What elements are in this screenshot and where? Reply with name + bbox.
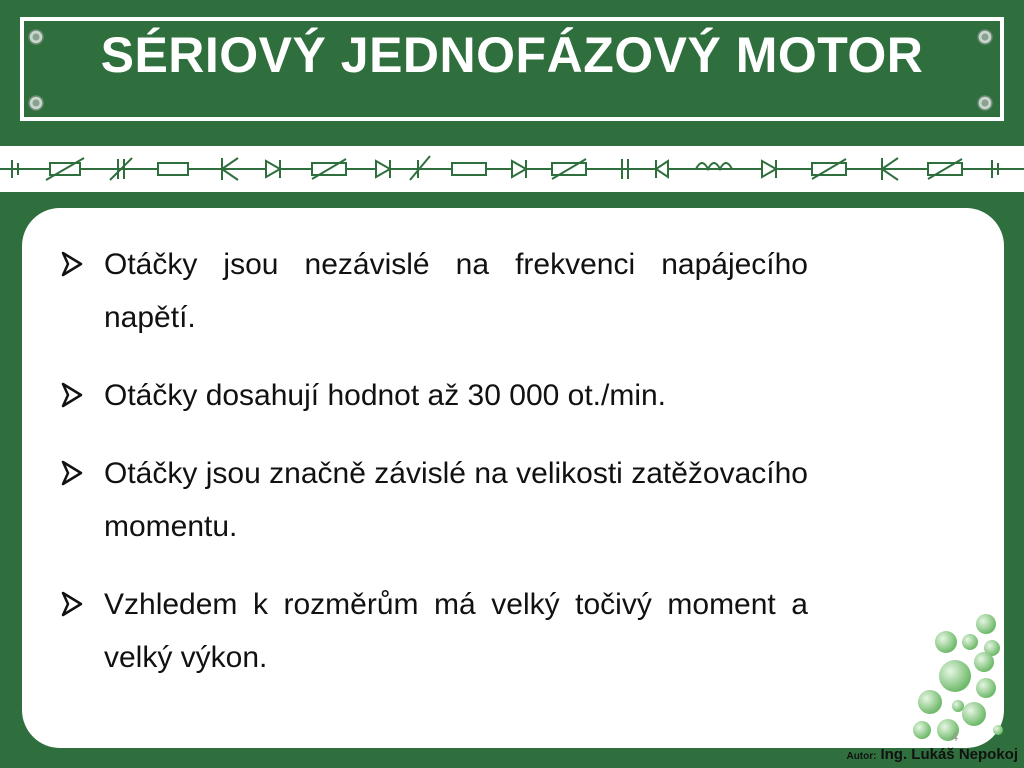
page-number: 4: [951, 729, 959, 744]
rivet-icon: [977, 95, 993, 111]
circuit-symbols-strip: [0, 146, 1024, 192]
bullet-text: Otáčky jsou značně závislé na velikosti zatěžovacího momentu.: [104, 457, 808, 543]
arrow-bullet-icon: [60, 251, 84, 277]
bullet-list: [60, 238, 808, 709]
rivet-icon: [977, 29, 993, 45]
rivet-icon: [28, 29, 44, 45]
bullet-item: [60, 238, 808, 344]
bullet-item: [60, 578, 808, 684]
author-label: Autor:: [846, 751, 877, 762]
bullet-text: Otáčky dosahují hodnot až 30 000 ot./min.: [104, 379, 667, 412]
footer-author: [846, 746, 1018, 763]
arrow-bullet-icon: [60, 460, 84, 486]
rivet-icon: [28, 95, 44, 111]
slide-title: SÉRIOVÝ JEDNOFÁZOVÝ MOTOR: [100, 27, 924, 83]
bullet-item: [60, 369, 808, 422]
bullet-text: Vzhledem k rozměrům má velký točivý moment a velký výkon.: [104, 588, 808, 674]
arrow-bullet-icon: [60, 382, 84, 408]
bubbles-decoration: [900, 608, 1020, 748]
bullet-item: [60, 447, 808, 553]
arrow-bullet-icon: [60, 591, 84, 617]
author-name: Ing. Lukáš Nepokoj: [880, 746, 1018, 763]
bullet-text: Otáčky jsou nezávislé na frekvenci napájecího napětí.: [104, 248, 808, 334]
